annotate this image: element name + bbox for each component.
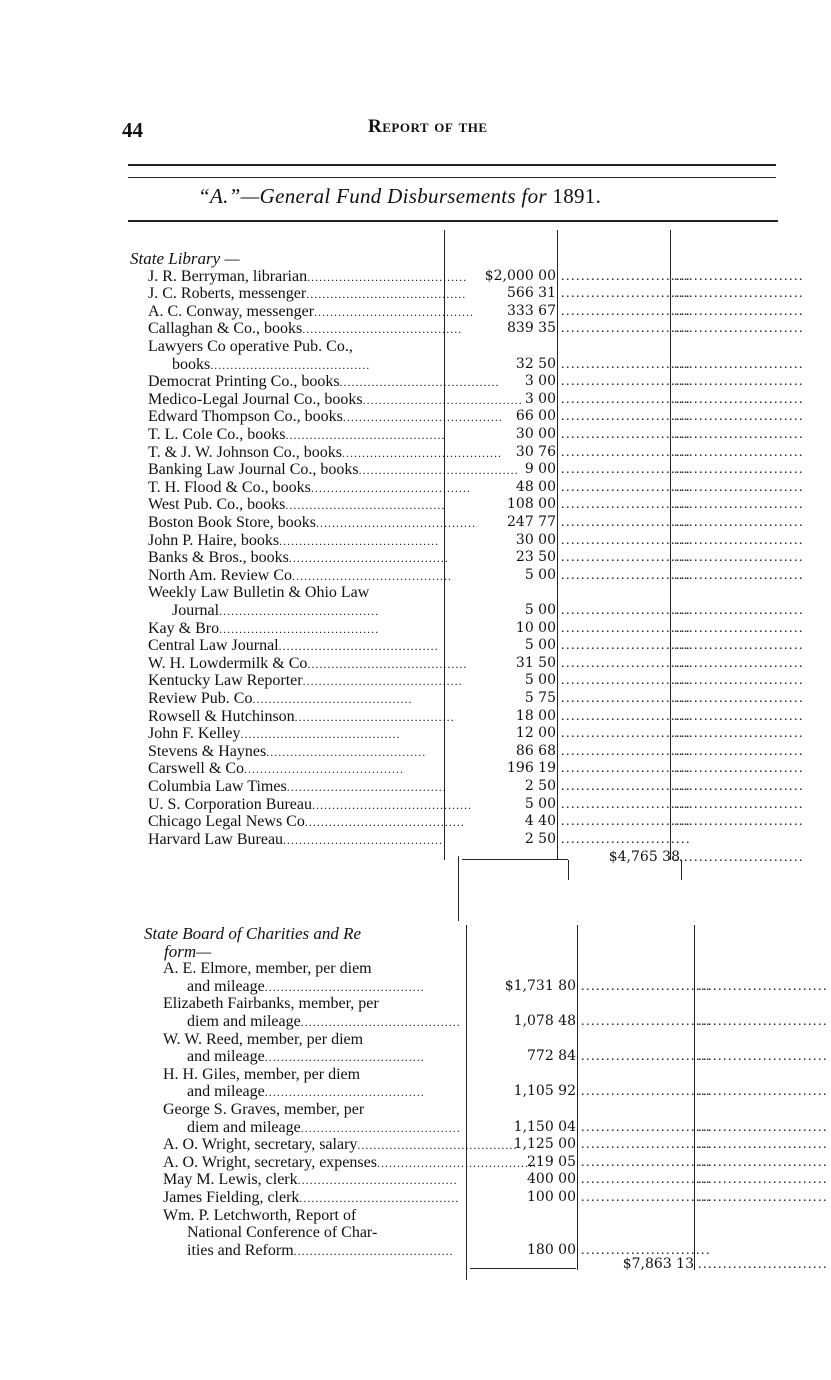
library-row-label: [148, 408, 442, 426]
leader-dots: [305, 815, 465, 829]
library-row-amount: 12 00: [515, 725, 556, 742]
leader-dots: [299, 1191, 459, 1205]
leader-dots: ..........................: [561, 655, 691, 671]
leader-dots: ..........................: [561, 356, 691, 372]
leader-dots: ..........................: [674, 708, 804, 724]
library-row-label: [148, 320, 442, 338]
library-row-label: [148, 637, 442, 655]
leader-dots: ..........................: [581, 1154, 711, 1170]
leader-dots: ..........................: [674, 691, 804, 706]
leader-dots: ..........................: [674, 779, 804, 794]
library-row-amount: 31 50: [515, 654, 556, 671]
library-row-label-text: T. H. Flood & Co., books: [148, 478, 311, 496]
library-row-label: [148, 796, 442, 814]
charities-row-amount: 219 05: [527, 1153, 576, 1170]
leader-dots: ..........................: [674, 743, 804, 759]
charities-row-amount: 400 00: [527, 1171, 576, 1188]
leader-dots: ..........................: [674, 532, 804, 548]
charities-row-label-text: ities and Reform: [187, 1241, 294, 1259]
leader-dots: ..........................: [581, 1242, 711, 1258]
leader-dots: ..........................: [561, 409, 691, 425]
leader-dots: [298, 1173, 458, 1187]
leader-dots: ..........................: [674, 603, 804, 618]
library-row-amount: 5 00: [524, 637, 556, 654]
table-title: [198, 184, 601, 209]
leader-dots: [241, 727, 401, 741]
leader-dots: [210, 358, 370, 372]
leader-dots: ..........................: [698, 1190, 828, 1205]
leader-dots: ..........................: [674, 620, 804, 636]
running-head-text: Report of the: [368, 116, 488, 137]
leader-dots: ..........................: [674, 655, 804, 671]
library-row-amount: 5 00: [524, 566, 556, 583]
column-divider-5: [577, 925, 578, 1270]
leader-dots: ..........................: [674, 321, 804, 337]
column-divider-4: [466, 925, 467, 1280]
leader-dots: ..........................: [581, 1137, 711, 1153]
leader-dots: ..........................: [674, 761, 804, 777]
library-row-amount: 566 31: [507, 285, 556, 302]
library-row-amount: 5 00: [524, 602, 556, 618]
charities-subtotal-rule: [470, 1268, 576, 1269]
library-row-label: [148, 584, 442, 602]
leader-dots: [295, 710, 455, 724]
leader-dots: ..........................: [581, 1172, 711, 1188]
library-row-label-text: T. L. Cole Co., books: [148, 426, 286, 443]
charities-row-label: [163, 1066, 464, 1084]
library-row-amount: 108 00: [507, 496, 556, 513]
library-row-label-text: Kay & Bro: [148, 619, 220, 637]
leader-dots: ..........................: [561, 444, 691, 460]
library-row-label-text: Edward Thompson Co., books: [148, 408, 343, 426]
leader-dots: [287, 780, 447, 794]
charities-heading: State Board of Charities and Re: [144, 924, 362, 943]
leader-dots: ..........................: [561, 567, 691, 583]
library-row-label-text: Kentucky Law Reporter: [148, 672, 303, 690]
charities-row-label-text: Wm. P. Letchworth, Report of: [163, 1206, 357, 1224]
charities-row-amount: 1,105 92: [513, 1083, 576, 1100]
charities-row-label: [163, 1031, 464, 1049]
charities-row-label: [187, 978, 464, 996]
leader-dots: ..........................: [561, 321, 691, 337]
leader-dots: ..........................: [674, 479, 804, 495]
page-number: 44: [122, 118, 143, 142]
charities-row-amount: 1,078 48: [513, 1013, 576, 1029]
library-row-label: [148, 743, 442, 761]
library-row-amount: 2 50: [524, 830, 556, 847]
leader-dots: [252, 692, 412, 706]
library-row-label: [148, 285, 442, 303]
charities-row-amount: $1,731 80: [504, 977, 576, 994]
leader-dots: ..........................: [674, 550, 804, 566]
leader-dots: [265, 980, 425, 994]
leader-dots: ..........................: [581, 1014, 711, 1029]
charities-row-amount: 1,125 00: [513, 1136, 576, 1153]
charities-row-label-text: and mileage: [187, 1048, 265, 1066]
library-row-label: [148, 655, 442, 673]
charities-row-label: [187, 1242, 464, 1260]
leader-dots: [244, 762, 404, 776]
charities-row-label: [163, 1136, 464, 1154]
table-title-year: 1891.: [552, 184, 602, 208]
leader-dots: ..........................: [674, 374, 804, 390]
charities-row-label-text: A. O. Wright, secretary, expenses: [163, 1153, 377, 1171]
leader-dots: [266, 745, 426, 759]
library-row-amount: 3 00: [524, 373, 556, 390]
library-row-label-text: Rowsell & Hutchinson: [148, 707, 295, 725]
charities-row-label-text: and mileage: [187, 977, 265, 995]
leader-dots: [306, 287, 466, 301]
leader-dots: [292, 569, 452, 583]
leader-dots: ..........................: [561, 761, 691, 777]
library-row-amount: 18 00: [515, 707, 556, 724]
library-row-label: [148, 514, 442, 532]
charities-row-amount: 1,150 04: [513, 1118, 576, 1135]
charities-row-amount: 772 84: [527, 1048, 576, 1065]
leader-dots: ..........................: [581, 1049, 711, 1065]
library-row-amount: 5 00: [524, 672, 556, 689]
leader-dots: ..........................: [561, 286, 691, 302]
charities-row-label-text: A. O. Wright, secretary, salary: [163, 1136, 358, 1154]
library-row-amount: 48 00: [515, 478, 556, 495]
library-row-amount: 247 77: [507, 514, 556, 530]
library-row-label-text: J. C. Roberts, messenger: [148, 285, 307, 303]
leader-dots: ..........................: [674, 814, 804, 830]
leader-dots: ..........................: [561, 550, 691, 566]
library-row-amount: 66 00: [515, 408, 556, 425]
leader-dots: ..........................: [674, 796, 804, 812]
leader-dots: ..........................: [698, 1154, 828, 1170]
library-row-amount: 30 76: [515, 443, 556, 460]
library-row-label-text: Weekly Law Bulletin & Ohio Law: [148, 584, 370, 602]
charities-row-label: [187, 1013, 464, 1031]
leader-dots: ..........................: [674, 497, 804, 513]
charities-row-label-text: Elizabeth Fairbanks, member, per: [163, 995, 379, 1013]
charities-row-amount: 100 00: [527, 1189, 576, 1205]
leader-dots: ..........................: [674, 427, 804, 442]
leader-dots: ..........................: [561, 268, 691, 284]
leader-dots: [301, 1121, 461, 1135]
library-row-amount: 196 19: [507, 760, 556, 777]
leader-dots: [301, 1015, 461, 1029]
charities-row-label-text: George S. Graves, member, per: [163, 1101, 365, 1118]
leader-dots: ..........................: [561, 814, 691, 830]
library-row-amount: 86 68: [515, 742, 556, 759]
library-row-label: [148, 426, 442, 444]
library-row-label-text: Banks & Bros., books: [148, 549, 289, 567]
library-row-label-text: A. C. Conway, messenger: [148, 302, 315, 320]
leader-dots: ..........................: [561, 743, 691, 759]
leader-dots: ..........................: [698, 978, 828, 994]
library-row-label-text: Chicago Legal News Co: [148, 813, 305, 831]
leader-dots: [219, 622, 379, 636]
leader-dots: [311, 481, 471, 495]
leader-dots: ..........................: [561, 532, 691, 548]
library-row-amount: 9 00: [524, 461, 556, 478]
charities-row-label-text: diem and mileage: [187, 1013, 301, 1030]
library-row-label-text: North Am. Review Co: [148, 566, 292, 584]
column-divider-2b: [568, 860, 569, 880]
library-row-label-text: West Pub. Co., books: [148, 496, 286, 514]
leader-dots: ..........................: [698, 1172, 828, 1188]
leader-dots: ..........................: [674, 303, 804, 319]
charities-row-label-text: National Conference of Char-: [187, 1224, 378, 1242]
leader-dots: ..........................: [561, 796, 691, 812]
library-row-label: [148, 268, 442, 286]
library-row-label: [148, 620, 442, 638]
library-row-label: [148, 567, 442, 585]
leader-dots: [312, 798, 472, 812]
library-row-label: [148, 690, 442, 708]
leader-dots: ..........................: [698, 1049, 828, 1065]
library-row-amount: 32 50: [515, 355, 556, 372]
charities-row-amount: 180 00: [527, 1241, 576, 1258]
leader-dots: ..........................: [698, 1084, 828, 1100]
leader-dots: ..........................: [674, 444, 804, 460]
charities-row-label: [163, 1171, 464, 1189]
leader-dots: [265, 1050, 425, 1064]
charities-row-label-text: A. E. Elmore, member, per diem: [163, 960, 372, 978]
leader-dots: ..........................: [674, 515, 804, 530]
leader-dots: ..........................: [698, 1257, 828, 1272]
charities-row-label: [163, 1207, 464, 1225]
library-row-amount: 5 00: [524, 795, 556, 812]
charities-row-label-text: diem and mileage: [187, 1118, 301, 1136]
library-row-amount: 10 00: [515, 619, 556, 636]
charities-row-label: [163, 1101, 464, 1119]
library-row-label: [148, 338, 442, 356]
library-row-label: [148, 725, 442, 743]
library-row-label: [172, 602, 442, 620]
library-row-label-text: Review Pub. Co: [148, 690, 253, 707]
leader-dots: ..........................: [674, 638, 804, 654]
leader-dots: ..........................: [561, 779, 691, 794]
leader-dots: ..........................: [561, 497, 691, 513]
charities-row-label: [187, 1048, 464, 1066]
leader-dots: [219, 604, 379, 618]
library-row-label: [148, 831, 442, 849]
library-row-label: [148, 532, 442, 550]
charities-row-label-text: W. W. Reed, member, per diem: [163, 1030, 364, 1048]
leader-dots: ..........................: [581, 1190, 711, 1205]
leader-dots: [283, 833, 443, 847]
library-row-label-text: Democrat Printing Co., books: [148, 373, 340, 391]
library-row-label-text: Columbia Law Times: [148, 778, 287, 795]
leader-dots: ..........................: [561, 831, 691, 847]
title-bottom-rule: [128, 220, 778, 222]
library-heading: State Library —: [130, 249, 240, 268]
library-row-label: [148, 461, 442, 479]
leader-dots: ..........................: [561, 620, 691, 636]
library-total: $4,765 38: [608, 849, 680, 865]
leader-dots: ..........................: [561, 515, 691, 530]
charities-row-label: [163, 960, 464, 978]
charities-row-label-text: H. H. Giles, member, per diem: [163, 1065, 361, 1083]
leader-dots: [307, 270, 467, 284]
library-row-amount: 839 35: [507, 320, 556, 337]
charities-row-label-text: May M. Lewis, clerk: [163, 1171, 298, 1189]
leader-dots: ..........................: [561, 303, 691, 319]
charities-total: $7,863 13: [622, 1256, 694, 1272]
leader-dots: [303, 674, 463, 688]
leader-dots: [285, 428, 445, 442]
leader-dots: ..........................: [561, 726, 691, 742]
library-row-amount: 333 67: [507, 302, 556, 319]
leader-dots: ..........................: [674, 356, 804, 372]
library-row-label: [148, 549, 442, 567]
library-row-label: [148, 778, 442, 796]
leader-dots: [307, 657, 467, 671]
library-row-label: [172, 356, 442, 374]
library-row-label-text: T. & J. W. Johnson Co., books: [148, 443, 342, 461]
leader-dots: ..........................: [561, 638, 691, 654]
library-row-label: [148, 496, 442, 514]
leader-dots: ..........................: [674, 726, 804, 742]
leader-dots: ..........................: [561, 391, 691, 407]
library-row-label-text: Callaghan & Co., books: [148, 320, 303, 338]
library-row-label-text: John P. Haire, books: [148, 531, 280, 549]
leader-dots: ..........................: [674, 286, 804, 302]
library-row-label-text: Central Law Journal: [148, 637, 279, 655]
library-row-label-text: Journal: [172, 602, 220, 619]
charities-row-label: [163, 1154, 464, 1172]
charities-row-label: [187, 1224, 464, 1242]
library-row-label-text: U. S. Corporation Bureau: [148, 795, 312, 813]
leader-dots: ..........................: [561, 603, 691, 618]
library-row-amount: $2,000 00: [484, 267, 556, 284]
leader-dots: [279, 639, 439, 653]
leader-dots: ..........................: [581, 978, 711, 994]
library-row-label-text: Carswell & Co: [148, 760, 244, 778]
library-row-label-text: Stevens & Haynes: [148, 742, 267, 760]
leader-dots: ..........................: [674, 462, 804, 478]
library-row-amount: 4 40: [524, 813, 556, 830]
leader-dots: ..........................: [674, 567, 804, 583]
library-row-label-text: John F. Kelley: [148, 725, 241, 743]
library-subtotal-rule: [462, 859, 568, 860]
title-top-rule: [128, 177, 776, 178]
leader-dots: ..........................: [674, 391, 804, 407]
charities-row-label-text: James Fielding, clerk: [163, 1189, 300, 1206]
library-row-label-text: books: [172, 355, 211, 373]
leader-dots: ..........................: [581, 1084, 711, 1100]
leader-dots: [265, 1085, 425, 1099]
top-rule: [128, 164, 776, 166]
charities-row-label: [187, 1083, 464, 1101]
library-row-label-text: J. R. Berryman, librarian: [148, 267, 308, 285]
leader-dots: ..........................: [561, 427, 691, 442]
library-row-amount: 5 75: [524, 690, 556, 706]
library-row-label-text: Medico-Legal Journal Co., books: [148, 390, 363, 408]
charities-row-label: [163, 1189, 464, 1207]
leader-dots: [294, 1244, 454, 1258]
leader-dots: ..........................: [561, 673, 691, 689]
leader-dots: ..........................: [674, 268, 804, 284]
leader-dots: [279, 534, 439, 548]
leader-dots: ..........................: [674, 673, 804, 689]
leader-dots: ..........................: [674, 409, 804, 425]
leader-dots: ..........................: [561, 691, 691, 706]
charities-heading-cont: form—: [164, 941, 212, 961]
library-row-label: [148, 391, 442, 409]
library-row-label: [148, 444, 442, 462]
table-title-text: “A.”—General Fund Disbursements for: [198, 184, 547, 208]
column-divider-mid: [458, 856, 459, 921]
leader-dots: ..........................: [698, 1137, 828, 1153]
leader-dots: ..........................: [561, 462, 691, 478]
library-row-label: [148, 708, 442, 726]
library-row-amount: 2 50: [524, 778, 556, 794]
leader-dots: [314, 305, 474, 319]
leader-dots: ..........................: [581, 1119, 711, 1135]
running-head: [368, 116, 488, 138]
library-row-label: [148, 303, 442, 321]
library-row-label: [148, 479, 442, 497]
charities-row-label-text: and mileage: [187, 1083, 265, 1101]
library-row-amount: 3 00: [524, 390, 556, 407]
library-row-label-text: W. H. Lowdermilk & Co: [148, 654, 308, 672]
leader-dots: ..........................: [561, 708, 691, 724]
leader-dots: ..........................: [561, 479, 691, 495]
library-row-label-text: Banking Law Journal Co., books: [148, 461, 359, 479]
library-row-amount: 30 00: [515, 426, 556, 442]
leader-dots: [285, 498, 445, 512]
library-row-amount: 23 50: [515, 549, 556, 566]
charities-row-label: [187, 1119, 464, 1137]
library-row-label-text: Harvard Law Bureau: [148, 830, 284, 848]
library-row-label-text: Boston Book Store, books: [148, 514, 317, 531]
leader-dots: [302, 322, 462, 336]
library-row-label: [148, 373, 442, 391]
library-row-label: [148, 813, 442, 831]
column-divider-2: [557, 230, 558, 860]
library-row-label: [148, 760, 442, 778]
library-row-amount: 30 00: [515, 531, 556, 548]
library-row-label-text: Lawyers Co operative Pub. Co.,: [148, 338, 353, 355]
library-row-label: [148, 672, 442, 690]
leader-dots: ..........................: [698, 1014, 828, 1029]
leader-dots: ..........................: [674, 850, 804, 865]
leader-dots: ..........................: [698, 1119, 828, 1135]
leader-dots: ..........................: [561, 374, 691, 390]
charities-row-label: [163, 995, 464, 1013]
leader-dots: [289, 551, 449, 565]
